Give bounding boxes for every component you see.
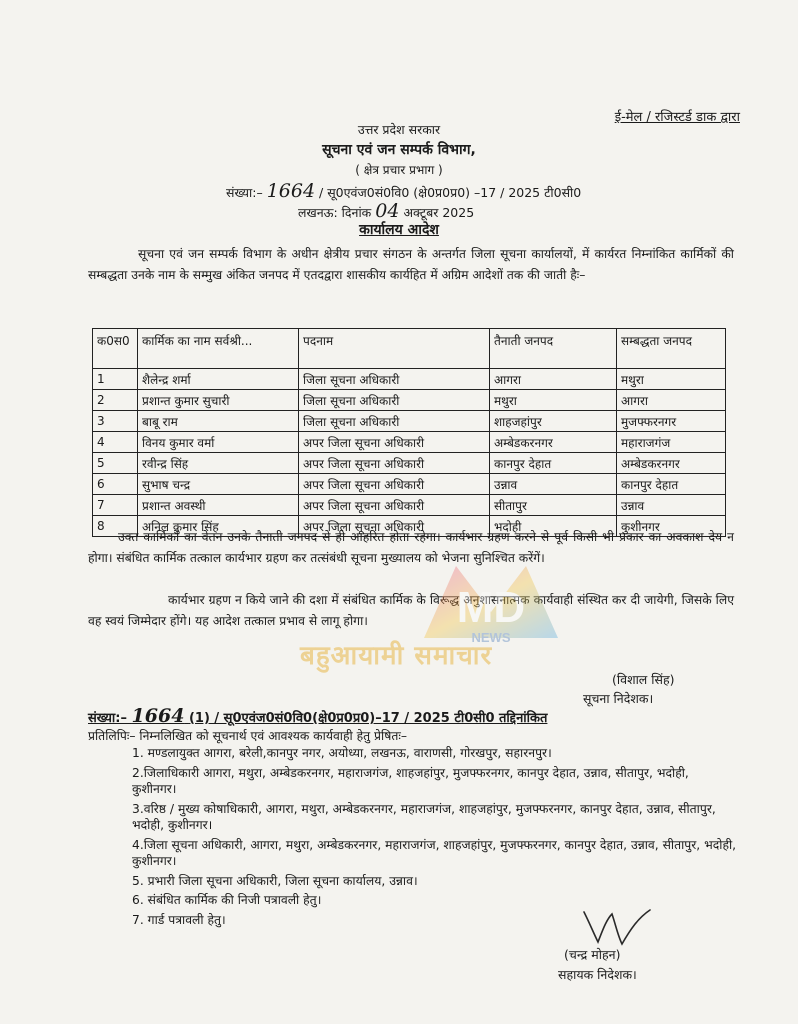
wing-name: ( क्षेत्र प्रचार प्रभाग ) [355, 163, 443, 177]
order-number-handwritten: 1664 [266, 180, 316, 202]
cell-name: रवीन्द्र सिंह [138, 453, 299, 474]
cell-serial: 5 [93, 453, 138, 474]
cell-attached: कानपुर देहात [617, 474, 726, 495]
copy-order-number [88, 705, 547, 727]
cell-posting: भदोही [490, 516, 617, 537]
list-item: 5. प्रभारी जिला सूचना अधिकारी, जिला सूचना कार्यालय, उन्नाव। [132, 873, 418, 888]
copy-number-suffix: (1) / सू0एवंज0सं0वि0(क्षे0प्र0प्र0)–17 / 2025 टी0सी0 तद्दिनांकित [188, 711, 548, 726]
header-attached-district: सम्बद्धता जनपद [617, 329, 726, 369]
intro-paragraph: सूचना एवं जन सम्पर्क विभाग के अधीन क्षेत्रीय प्रचार संगठन के अन्तर्गत जिला सूचना कार्यालयों, में कार्यरत निम्नांकित कार्मिकों की सम्बद्धता उनके नाम के सम्मुख अंकित जनपद में एतदद्वारा शासकीय कार्यहित में अग्रिम आदेशों तक की जाती हैः– [88, 247, 734, 282]
order-number-suffix: / सू0एवंज0सं0वि0 (क्षे0प्र0प्र0) –17 / 2025 टी0सी0 [319, 185, 582, 200]
cell-name: बाबू राम [138, 411, 299, 432]
cell-serial: 1 [93, 369, 138, 390]
cell-posting: सीतापुर [490, 495, 617, 516]
cell-attached: आगरा [617, 390, 726, 411]
order-title: कार्यालय आदेश [359, 222, 439, 238]
cell-posting: उन्नाव [490, 474, 617, 495]
cell-posting: मथुरा [490, 390, 617, 411]
assistant-director-title: सहायक निदेशक। [558, 967, 637, 982]
table-row [93, 369, 726, 390]
list-item: 4.जिला सूचना अधिकारी, आगरा, मथुरा, अम्बेडकरनगर, महाराजगंज, शाहजहांपुर, मुजफ्फरनगर, कानपुर देहात, उन्नाव, सीतापुर, भदोही, कुशीनगर। [132, 837, 737, 868]
table-row [93, 390, 726, 411]
cell-serial: 6 [93, 474, 138, 495]
signatory-name: (विशाल सिंह) [612, 672, 675, 687]
order-date [298, 200, 474, 222]
salary-paragraph: उक्त कार्मिकों का वेतन उनके तैनाती जनपद से ही आहरित होता रहेगा। कार्यभार ग्रहण करने से पूर्व किसी भी प्रकार का अवकाश देय न होगा। संबंधित कार्मिक तत्काल कार्यभार ग्रहण कर तत्संबंधी सूचना मुख्यालय को भेजना सुनिश्चित करेंगें। [88, 530, 734, 565]
watermark-mark-text: MD [456, 583, 526, 632]
order-number [226, 180, 581, 202]
copy-number-handwritten: 1664 [131, 705, 185, 727]
cell-designation: अपर जिला सूचना अधिकारी [299, 432, 490, 453]
cell-attached: मुजफ्फरनगर [617, 411, 726, 432]
date-day-handwritten: 04 [375, 200, 400, 222]
cell-designation: अपर जिला सूचना अधिकारी [299, 474, 490, 495]
cell-posting: अम्बेडकरनगर [490, 432, 617, 453]
copy-to-line: प्रतिलिपिः– निम्नलिखित को सूचनार्थ एवं आवश्यक कार्यवाही हेतु प्रेषितः– [88, 729, 407, 743]
cell-designation: जिला सूचना अधिकारी [299, 390, 490, 411]
cell-name: प्रशान्त अवस्थी [138, 495, 299, 516]
cell-attached: उन्नाव [617, 495, 726, 516]
cell-posting: आगरा [490, 369, 617, 390]
dispatch-mode: ई-मेल / रजिस्टर्ड डाक द्वारा [614, 110, 740, 125]
cell-designation: अपर जिला सूचना अधिकारी [299, 516, 490, 537]
table-header-row [93, 329, 726, 369]
watermark-text: बहुआयामी समाचार [300, 641, 493, 671]
government-name: उत्तर प्रदेश सरकार [357, 122, 441, 137]
cell-serial: 4 [93, 432, 138, 453]
assistant-director-name: (चन्द्र मोहन) [564, 947, 621, 962]
list-item: 6. संबंधित कार्मिक की निजी पत्रावली हेतु। [132, 893, 322, 907]
header-posting-district: तैनाती जनपद [490, 329, 617, 369]
cell-name: सुभाष चन्द्र [138, 474, 299, 495]
cell-attached: मथुरा [617, 369, 726, 390]
copy-number-prefix: संख्या:– [88, 711, 127, 726]
cell-attached: कुशीनगर [617, 516, 726, 537]
cell-designation: अपर जिला सूचना अधिकारी [299, 453, 490, 474]
cell-designation: जिला सूचना अधिकारी [299, 411, 490, 432]
table-row [93, 495, 726, 516]
cell-attached: महाराजगंज [617, 432, 726, 453]
cell-serial: 8 [93, 516, 138, 537]
list-item: 1. मण्डलायुक्त आगरा, बरेली,कानपुर नगर, अयोध्या, लखनऊ, वाराणसी, गोरखपुर, सहारनपुर। [132, 746, 552, 760]
place-label: लखनऊ: दिनांक [298, 205, 372, 220]
header-name: कार्मिक का नाम सर्वश्री... [138, 329, 299, 369]
table-row [93, 474, 726, 495]
cell-serial: 7 [93, 495, 138, 516]
cell-attached: अम्बेडकरनगर [617, 453, 726, 474]
cell-name: विनय कुमार वर्मा [138, 432, 299, 453]
staff-table [92, 328, 726, 537]
date-month-year: अक्टूबर 2025 [403, 205, 475, 220]
cell-name: अनिल कुमार सिंह [138, 516, 299, 537]
signatory-title: सूचना निदेशक। [583, 691, 654, 706]
cell-serial: 3 [93, 411, 138, 432]
cell-posting: कानपुर देहात [490, 453, 617, 474]
cell-designation: जिला सूचना अधिकारी [299, 369, 490, 390]
watermark-sub-text: NEWS [471, 630, 511, 645]
cell-name: शैलेन्द्र शर्मा [138, 369, 299, 390]
department-name: सूचना एवं जन सम्पर्क विभाग, [322, 142, 476, 158]
list-item: 2.जिलाधिकारी आगरा, मथुरा, अम्बेडकरनगर, महाराजगंज, शाहजहांपुर, मुजफ्फरनगर, कानपुर देहात, उन्नाव, सीतापुर, भदोही, कुशीनगर। [132, 765, 689, 796]
table-row [93, 453, 726, 474]
cell-posting: शाहजहांपुर [490, 411, 617, 432]
table-row [93, 432, 726, 453]
list-item: 3.वरिष्ठ / मुख्य कोषाधिकारी, आगरा, मथुरा, अम्बेडकरनगर, महाराजगंज, शाहजहांपुर, मुजफ्फरनगर, कानपुर देहात, उन्नाव, सीतापुर, भदोही, कुशीनगर। [132, 801, 716, 832]
order-number-prefix: संख्या:– [226, 185, 263, 200]
discipline-paragraph: कार्यभार ग्रहण न किये जाने की दशा में संबंधित कार्मिक के विरूद्ध अनुशासनात्मक कार्यवाही संस्थित कर दी जायेगी, जिसके लिए वह स्वयं जिम्मेदार होंगे। यह आदेश तत्काल प्रभाव से लागू होगा। [88, 593, 734, 628]
table-row [93, 411, 726, 432]
header-serial: क0स0 [93, 329, 138, 369]
header-designation: पदनाम [299, 329, 490, 369]
cell-designation: अपर जिला सूचना अधिकारी [299, 495, 490, 516]
list-item: 7. गार्ड पत्रावली हेतु। [132, 912, 226, 927]
cell-serial: 2 [93, 390, 138, 411]
cell-name: प्रशान्त कुमार सुचारी [138, 390, 299, 411]
